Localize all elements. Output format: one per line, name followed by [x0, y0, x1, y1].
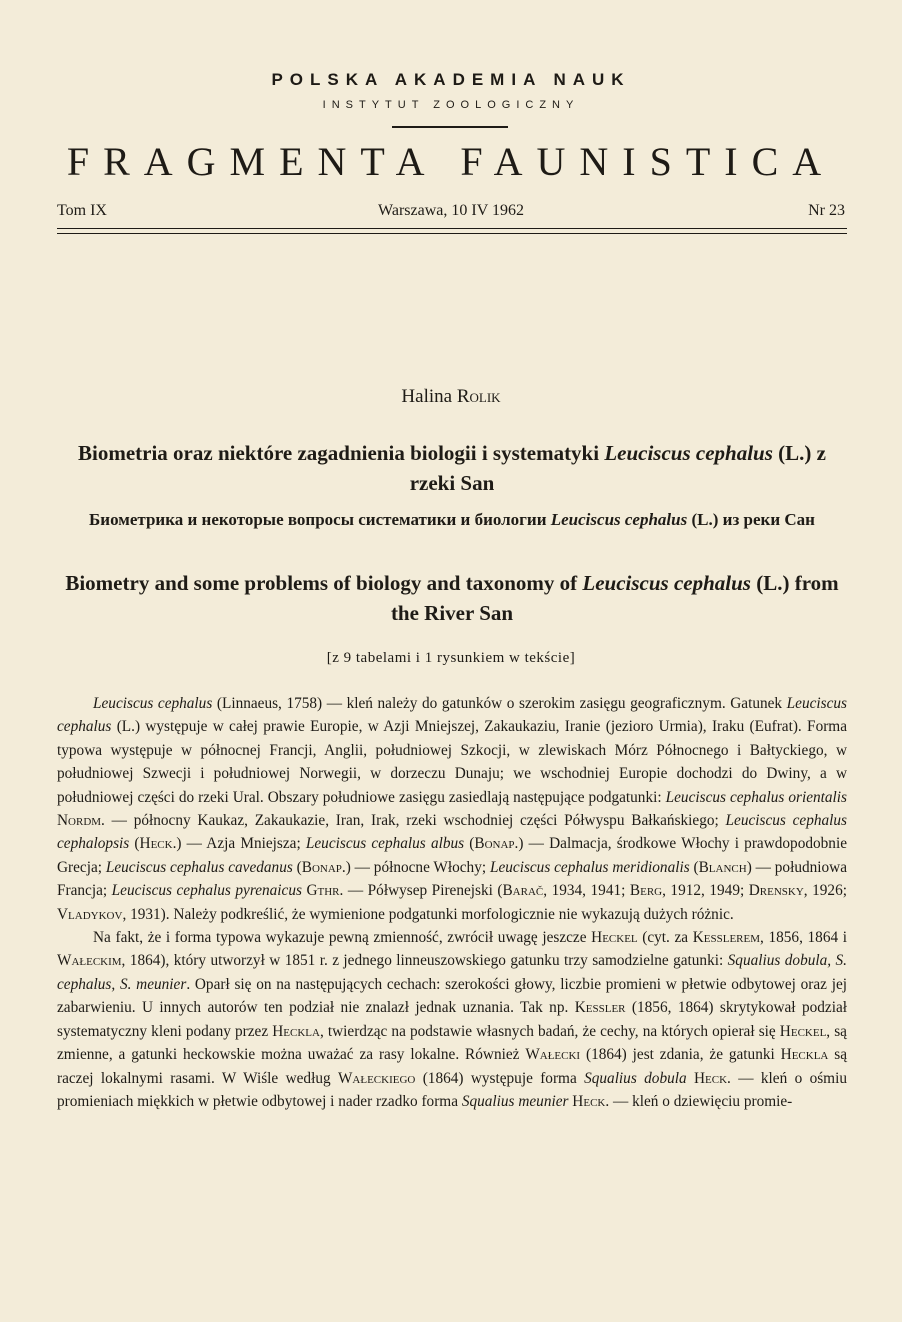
author-citation: Wałeckim	[57, 952, 122, 970]
body-paragraph-1	[57, 692, 847, 926]
author-citation: Vladykov	[57, 905, 123, 923]
species-name: Leuciscus cephalus pyrenaicus	[111, 882, 302, 900]
body-text: ) — Azja Mniejsza;	[176, 835, 306, 853]
author-citation: Heck.	[572, 1092, 610, 1110]
academy-name: POLSKA AKADEMIA NAUK	[271, 70, 631, 89]
species-name: Leuciscus cephalus meridionalis	[489, 858, 690, 876]
body-text: (L.) występuje w całej prawie Europie, w Azji Mniejszej, Zakaukaziu, Iranie (jezioro Urmia), Iraku (Eufrat). Forma typowa występuje w północnej Francji, Anglii, południowej Szkocji, w zlewiskach Mórz Północnego i Bałtyckiego, w południowej Szwecji i południowej Norwegii, w dorzeczu Dunaju; we wschodniej Europie dochodzi do Dwiny, a w południowej części do rzeki Ural. Obszary południowe zasięgu zasiedlają następujące podgatunki:	[57, 718, 847, 806]
author-citation: Drensky	[748, 882, 804, 900]
body-text: Na fakt, że i forma typowa wykazuje pewną zmienność, zwrócił uwagę jeszcze	[93, 929, 592, 947]
body-text: (Linnaeus, 1758) — kleń należy do gatunków o szerokim zasięgu geograficznym. Gatunek	[212, 695, 787, 712]
body-text: ) — południowa Francja;	[57, 858, 847, 900]
author-citation: Barač	[502, 882, 544, 900]
institute-name: INSTYTUT ZOOLOGICZNY	[322, 99, 580, 111]
author-citation: Heck.	[694, 1069, 731, 1087]
species-name: Leuciscus cephalus albus	[305, 835, 465, 853]
title-english-tail: (L.) from the River San	[390, 571, 839, 625]
body-text: (	[129, 835, 140, 853]
body-text: — kleń o dziewięciu promie-	[609, 1092, 793, 1110]
title-russian-species: Leuciscus cephalus	[550, 510, 688, 529]
body-text: , 1926;	[803, 882, 847, 900]
place-date-label: Warszawa, 10 IV 1962	[378, 202, 524, 219]
species-name: Squalius dobula	[584, 1069, 687, 1087]
body-text: , 1856, 1864 i	[760, 929, 847, 947]
species-name: Leuciscus cephalus cavedanus	[105, 858, 293, 876]
title-english	[57, 568, 847, 628]
tables-note: [z 9 tabelami i 1 rysunkiem w tekście]	[326, 650, 576, 666]
species-name: Leuciscus cephalus cephalopsis	[57, 812, 848, 853]
title-russian-tail: (L.) из реки Сан	[687, 510, 815, 529]
author-citation: Heckla	[272, 1022, 320, 1040]
body-text: , twierdząc na podstawie własnych badań, że cechy, na których opierał się	[319, 1022, 780, 1040]
title-polish	[57, 438, 847, 498]
title-polish-text: Biometria oraz niektóre zagadnienia biologii i systematyki	[78, 441, 605, 465]
body-text: (1856, 1864) skrytykował podział systematyczny kleni podany przez	[57, 999, 847, 1040]
journal-title: FRAGMENTA FAUNISTICA	[66, 139, 836, 184]
author-citation: Bonap.	[301, 858, 346, 876]
body-text: (cyt. za	[637, 929, 693, 947]
author-name	[0, 386, 902, 408]
body-text: , 1931). Należy podkreślić, że wymienione podgatunki morfologicznie nie wykazują dużych różnic.	[122, 905, 734, 923]
body-text: . Oparł się on na następujących cechach: szerokości głowy, liczbie promieni w płetwie odbytowej oraz jej zabarwieniu. U innych autorów ten podział nie znalazł jednak uznania. Tak np.	[57, 975, 847, 1017]
title-russian-text: Биометрика и некоторые вопросы систематики и биологии	[89, 510, 551, 529]
body-text: (	[464, 835, 475, 853]
author-citation: Berg	[629, 882, 663, 900]
body-text: , 1864), który utworzył w 1851 r. z jednego linneuszowskiego gatunku trzy samodzielne gatunki:	[121, 952, 728, 970]
body-paragraph-2	[57, 926, 847, 1113]
body-text: (1864) jest zdania, że gatunki	[580, 1046, 781, 1064]
body-text: — kleń o ośmiu promieniach miękkich w płetwie odbytowej i nader rzadko forma	[57, 1069, 847, 1110]
body-text: są raczej lokalnymi rasami. W Wiśle według	[57, 1046, 848, 1087]
header-short-rule	[392, 126, 508, 128]
title-russian	[57, 506, 847, 534]
volume-label: Tom IX	[57, 202, 107, 219]
body-text: ) — Dalmacja, środkowe Włochy i prawdopodobnie Grecja;	[57, 835, 847, 876]
author-citation: Heckel	[779, 1022, 827, 1040]
species-name: Squalius meunier	[461, 1092, 569, 1110]
body-text: , są zmienne, a gatunki heckowskie można uważać za rasy lokalne. Również	[57, 1022, 847, 1064]
author-last-name: Rolik	[456, 386, 501, 407]
author-citation: Nordm.	[57, 812, 105, 830]
body-text: ) — północne Włochy;	[345, 858, 490, 876]
species-name: Leuciscus cephalus	[57, 695, 847, 736]
body-text	[687, 1070, 694, 1087]
author-citation: Wałecki	[525, 1046, 581, 1064]
issue-number-label: Nr 23	[808, 202, 845, 219]
author-citation: Blanch	[698, 858, 747, 876]
body-text: — północny Kaukaz, Zakaukazie, Iran, Irak, rzeki wschodniej części Półwyspu Bałkańskiego;	[104, 812, 726, 830]
body-text: (	[292, 858, 302, 876]
author-citation: Wałeckiego	[337, 1069, 416, 1087]
article-body	[57, 692, 847, 1113]
author-citation: Heckla	[780, 1046, 829, 1064]
header-double-rule	[57, 228, 847, 234]
body-text: (	[689, 858, 699, 876]
author-citation: Heckel	[591, 929, 638, 947]
body-text: — Półwysep Pirenejski (	[343, 882, 503, 900]
issue-meta-row	[57, 202, 845, 224]
author-citation: Gthr.	[306, 882, 344, 900]
species-name: Leuciscus cephalus	[93, 695, 213, 712]
author-citation: Kessler	[574, 999, 626, 1017]
author-first-name: Halina	[401, 386, 453, 407]
author-citation: Heck.	[139, 835, 177, 853]
species-name: Squalius dobula, S. cephalus, S. meunier	[57, 952, 847, 993]
title-polish-species: Leuciscus cephalus	[604, 441, 773, 465]
species-name: Leuciscus cephalus orientalis	[665, 788, 847, 806]
author-citation: Bonap.	[474, 835, 519, 853]
title-english-text: Biometry and some problems of biology and taxonomy of	[65, 571, 583, 595]
body-text: (1864) występuje forma	[415, 1069, 585, 1087]
body-text: , 1934, 1941;	[543, 882, 630, 900]
title-polish-tail: (L.) z rzeki San	[409, 441, 826, 495]
title-english-species: Leuciscus cephalus	[582, 571, 751, 595]
body-text: , 1912, 1949;	[662, 882, 749, 900]
author-citation: Kesslerem	[692, 929, 761, 947]
